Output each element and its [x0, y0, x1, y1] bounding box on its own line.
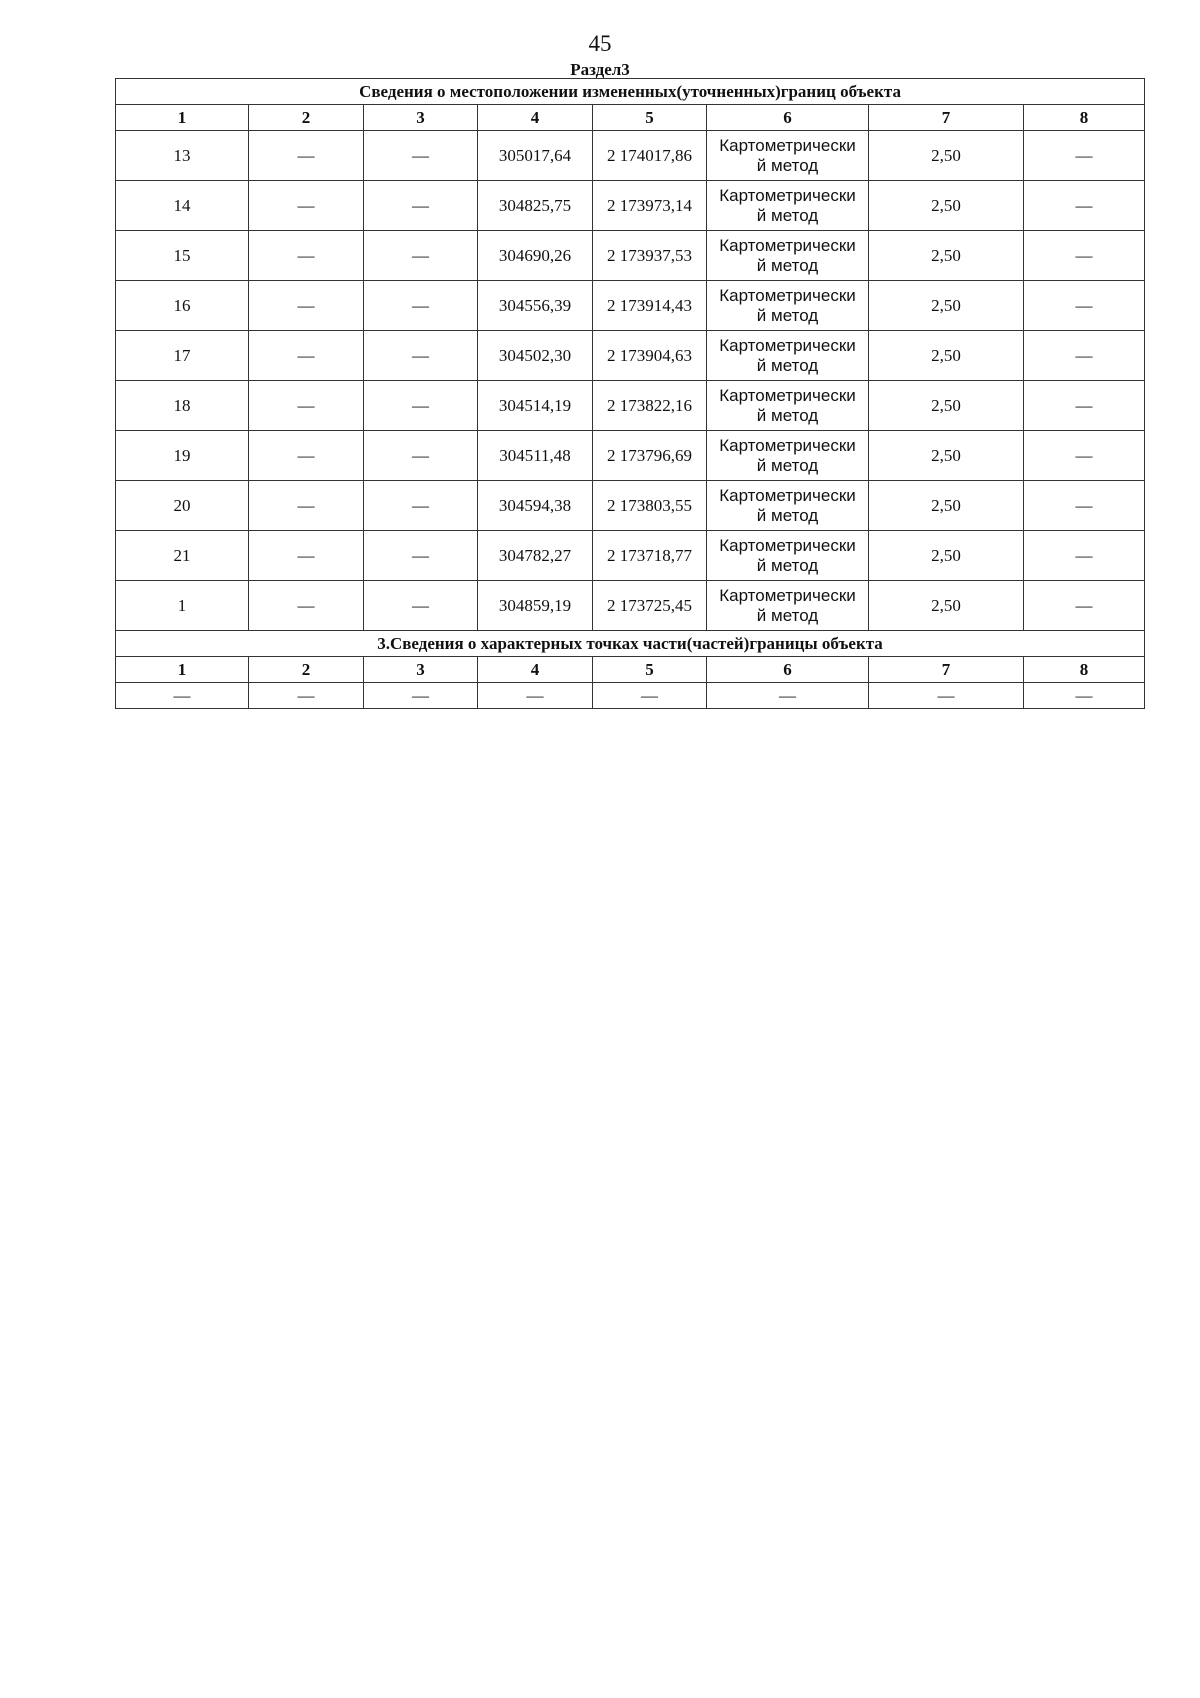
cell-col2: —: [249, 231, 364, 281]
table-row: [116, 683, 1145, 709]
cell-col2: —: [249, 181, 364, 231]
coordinate-y: 2 173822,16: [593, 381, 707, 431]
cell-col3: —: [364, 531, 478, 581]
boundary-table: [115, 78, 1145, 709]
table2-title: 3.Сведения о характерных точках части(частей)границы объекта: [116, 631, 1145, 657]
cell-col8: —: [1024, 481, 1145, 531]
accuracy: 2,50: [869, 181, 1024, 231]
cell-col3: —: [364, 231, 478, 281]
method-cell: [707, 531, 869, 581]
empty-cell: —: [869, 683, 1024, 709]
method-line-2: й метод: [756, 205, 819, 225]
cell-col2: —: [249, 131, 364, 181]
table2-header-cell: 7: [869, 657, 1024, 683]
page-number: 45: [588, 31, 612, 56]
cell-col8: —: [1024, 381, 1145, 431]
table-row: [116, 331, 1145, 381]
accuracy: 2,50: [869, 381, 1024, 431]
empty-cell: —: [249, 683, 364, 709]
coordinate-x: 304514,19: [478, 381, 593, 431]
table1-title-row: [116, 79, 1145, 105]
table1-header-cell: 1: [116, 105, 249, 131]
cell-col8: —: [1024, 581, 1145, 631]
table1-title: Сведения о местоположении измененных(уточненных)границ объекта: [116, 79, 1145, 105]
coordinate-y: 2 173904,63: [593, 331, 707, 381]
method-cell: [707, 281, 869, 331]
empty-cell: —: [116, 683, 249, 709]
cell-col3: —: [364, 331, 478, 381]
method-line-2: й метод: [756, 255, 819, 275]
method-line-1: Картометрически: [719, 335, 856, 355]
cell-col3: —: [364, 581, 478, 631]
cell-col3: —: [364, 381, 478, 431]
table-row: [116, 381, 1145, 431]
table2-header-cell: 6: [707, 657, 869, 683]
table2-header-cell: 2: [249, 657, 364, 683]
table-row: [116, 431, 1145, 481]
accuracy: 2,50: [869, 531, 1024, 581]
coordinate-y: 2 173937,53: [593, 231, 707, 281]
point-number: 20: [116, 481, 249, 531]
point-number: 1: [116, 581, 249, 631]
coordinate-y: 2 173803,55: [593, 481, 707, 531]
table1-header-cell: 8: [1024, 105, 1145, 131]
method-line-1: Картометрически: [719, 585, 856, 605]
table1-header-cell: 3: [364, 105, 478, 131]
method-line-2: й метод: [756, 155, 819, 175]
cell-col2: —: [249, 281, 364, 331]
point-number: 17: [116, 331, 249, 381]
coordinate-x: 304511,48: [478, 431, 593, 481]
point-number: 13: [116, 131, 249, 181]
coordinate-x: 305017,64: [478, 131, 593, 181]
cell-col8: —: [1024, 531, 1145, 581]
table1-header-cell: 2: [249, 105, 364, 131]
point-number: 15: [116, 231, 249, 281]
accuracy: 2,50: [869, 581, 1024, 631]
accuracy: 2,50: [869, 481, 1024, 531]
cell-col3: —: [364, 181, 478, 231]
cell-col2: —: [249, 431, 364, 481]
empty-cell: —: [1024, 683, 1145, 709]
table1-header-cell: 7: [869, 105, 1024, 131]
coordinate-y: 2 174017,86: [593, 131, 707, 181]
method-line-2: й метод: [756, 505, 819, 525]
table2-header-cell: 1: [116, 657, 249, 683]
coordinate-y: 2 173796,69: [593, 431, 707, 481]
coordinate-x: 304594,38: [478, 481, 593, 531]
accuracy: 2,50: [869, 231, 1024, 281]
coordinate-y: 2 173725,45: [593, 581, 707, 631]
cell-col8: —: [1024, 181, 1145, 231]
method-line-2: й метод: [756, 305, 819, 325]
method-line-2: й метод: [756, 355, 819, 375]
table-row: [116, 181, 1145, 231]
table-row: [116, 531, 1145, 581]
cell-col8: —: [1024, 331, 1145, 381]
method-cell: [707, 431, 869, 481]
coordinate-y: 2 173914,43: [593, 281, 707, 331]
coordinate-x: 304690,26: [478, 231, 593, 281]
coordinate-x: 304502,30: [478, 331, 593, 381]
empty-cell: —: [478, 683, 593, 709]
empty-cell: —: [364, 683, 478, 709]
method-line-2: й метод: [756, 605, 819, 625]
point-number: 19: [116, 431, 249, 481]
cell-col3: —: [364, 481, 478, 531]
section-label: Раздел3: [570, 60, 630, 79]
coordinate-y: 2 173718,77: [593, 531, 707, 581]
table2-header-cell: 8: [1024, 657, 1145, 683]
table1-header-row: [116, 105, 1145, 131]
method-line-2: й метод: [756, 405, 819, 425]
cell-col8: —: [1024, 431, 1145, 481]
point-number: 18: [116, 381, 249, 431]
cell-col2: —: [249, 481, 364, 531]
cell-col8: —: [1024, 281, 1145, 331]
table-row: [116, 131, 1145, 181]
table1-header-cell: 5: [593, 105, 707, 131]
method-line-1: Картометрически: [719, 435, 856, 455]
method-line-2: й метод: [756, 455, 819, 475]
accuracy: 2,50: [869, 281, 1024, 331]
method-line-1: Картометрически: [719, 235, 856, 255]
method-line-2: й метод: [756, 555, 819, 575]
table2-header-cell: 5: [593, 657, 707, 683]
method-cell: [707, 581, 869, 631]
table2-header-cell: 3: [364, 657, 478, 683]
coordinate-x: 304556,39: [478, 281, 593, 331]
cell-col2: —: [249, 531, 364, 581]
cell-col8: —: [1024, 131, 1145, 181]
point-number: 16: [116, 281, 249, 331]
coordinate-y: 2 173973,14: [593, 181, 707, 231]
cell-col2: —: [249, 331, 364, 381]
table2-header-cell: 4: [478, 657, 593, 683]
table2-title-row: [116, 631, 1145, 657]
cell-col8: —: [1024, 231, 1145, 281]
cell-col3: —: [364, 431, 478, 481]
method-line-1: Картометрически: [719, 385, 856, 405]
method-line-1: Картометрически: [719, 135, 856, 155]
method-cell: [707, 231, 869, 281]
table-body: [116, 79, 1145, 709]
cell-col3: —: [364, 131, 478, 181]
table-row: [116, 481, 1145, 531]
table1-header-cell: 6: [707, 105, 869, 131]
empty-cell: —: [593, 683, 707, 709]
table-row: [116, 581, 1145, 631]
accuracy: 2,50: [869, 431, 1024, 481]
method-line-1: Картометрически: [719, 285, 856, 305]
cell-col3: —: [364, 281, 478, 331]
point-number: 14: [116, 181, 249, 231]
table2-header-row: [116, 657, 1145, 683]
method-cell: [707, 381, 869, 431]
table-row: [116, 231, 1145, 281]
table-row: [116, 281, 1145, 331]
point-number: 21: [116, 531, 249, 581]
table1-header-cell: 4: [478, 105, 593, 131]
cell-col2: —: [249, 581, 364, 631]
method-cell: [707, 131, 869, 181]
method-cell: [707, 331, 869, 381]
accuracy: 2,50: [869, 131, 1024, 181]
method-cell: [707, 481, 869, 531]
coordinate-x: 304825,75: [478, 181, 593, 231]
coordinate-x: 304859,19: [478, 581, 593, 631]
cell-col2: —: [249, 381, 364, 431]
coordinate-x: 304782,27: [478, 531, 593, 581]
method-line-1: Картометрически: [719, 535, 856, 555]
accuracy: 2,50: [869, 331, 1024, 381]
empty-cell: —: [707, 683, 869, 709]
method-line-1: Картометрически: [719, 185, 856, 205]
method-line-1: Картометрически: [719, 485, 856, 505]
method-cell: [707, 181, 869, 231]
